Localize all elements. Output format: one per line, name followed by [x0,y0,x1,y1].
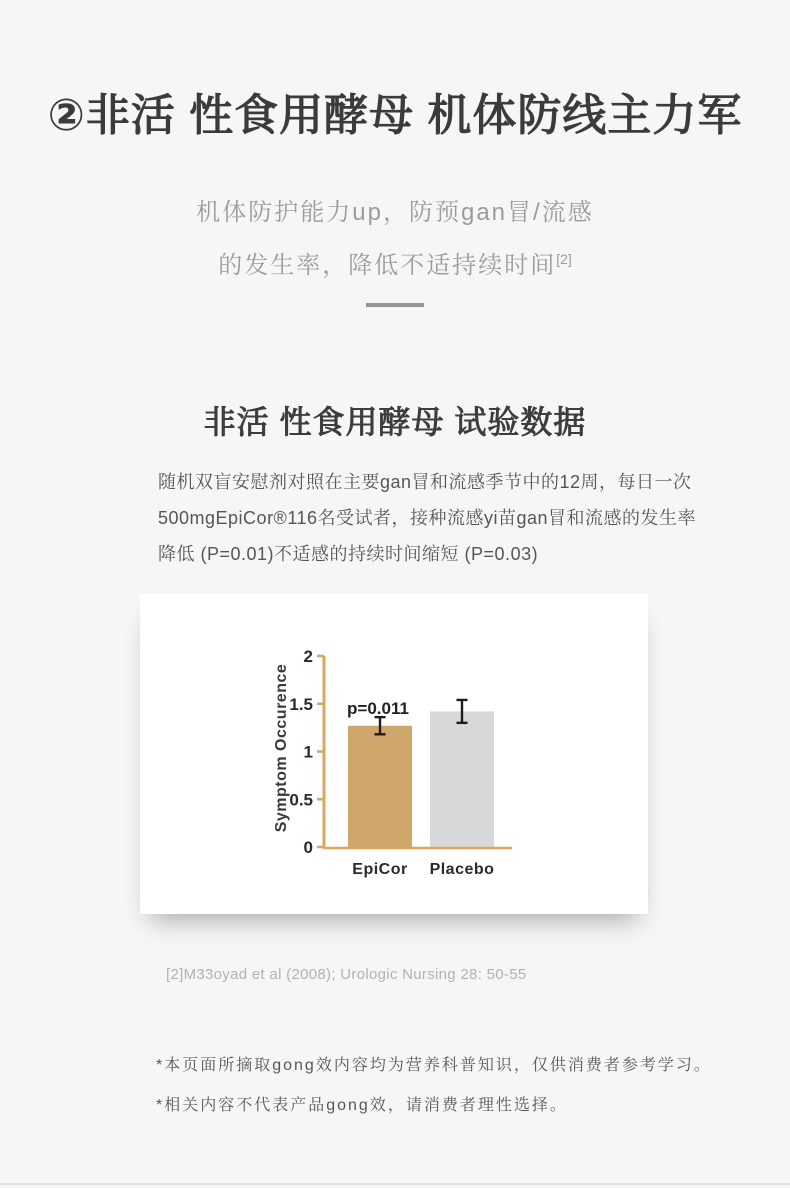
y-tick-label: 1.5 [289,694,313,714]
y-tick-label: 0.5 [289,790,313,810]
subtitle-line-2: 的发生率，降低不适持续时间[2] [218,251,572,279]
disclaimer-line-2: *相关内容不代表产品gong效，请消费者理性选择。 [156,1097,568,1114]
p-value-annotation: p=0.011 [347,699,409,718]
y-tick-label: 0 [303,838,313,857]
category-label-epicor: EpiCor [352,861,408,878]
section-title: 非活 性食用酵母 试验数据 [203,404,587,440]
chart-card [140,594,648,914]
study-line-3: 降低 (P=0.01)不适感的持续时间缩短 (P=0.03) [158,544,539,564]
study-bar-chart [140,594,648,914]
y-tick-label: 2 [303,647,313,666]
y-axis-label: Symptom Occurence [273,663,290,833]
reference-superscript: [2] [556,251,572,267]
disclaimer-line-1: *本页面所摘取gong效内容均为营养科普知识，仅供消费者参考学习。 [156,1057,712,1074]
study-line-1: 随机双盲安慰剂对照在主要gan冒和流感季节中的12周，每日一次 [158,472,692,492]
study-line-2: 500mgEpiCor®116名受试者，接种流感yi苗gan冒和流感的发生率 [158,508,697,528]
page-title: ②非活 性食用酵母 机体防线主力军 [47,91,743,140]
category-label-placebo: Placebo [429,861,495,878]
section-divider [366,303,424,307]
page-bottom-divider [0,1183,790,1185]
bar-placebo [430,711,494,847]
page-subtitle [0,190,790,289]
subtitle-line-1: 机体防护能力up，防预gan冒/流感 [196,199,594,226]
bar-epicor [348,726,412,847]
disclaimer-block [156,1046,712,1126]
reference-citation: [2]M33oyad et al (2008); Urologic Nursing 28: 50-55 [166,966,527,983]
study-description [158,464,696,572]
y-tick-label: 1 [303,742,313,762]
